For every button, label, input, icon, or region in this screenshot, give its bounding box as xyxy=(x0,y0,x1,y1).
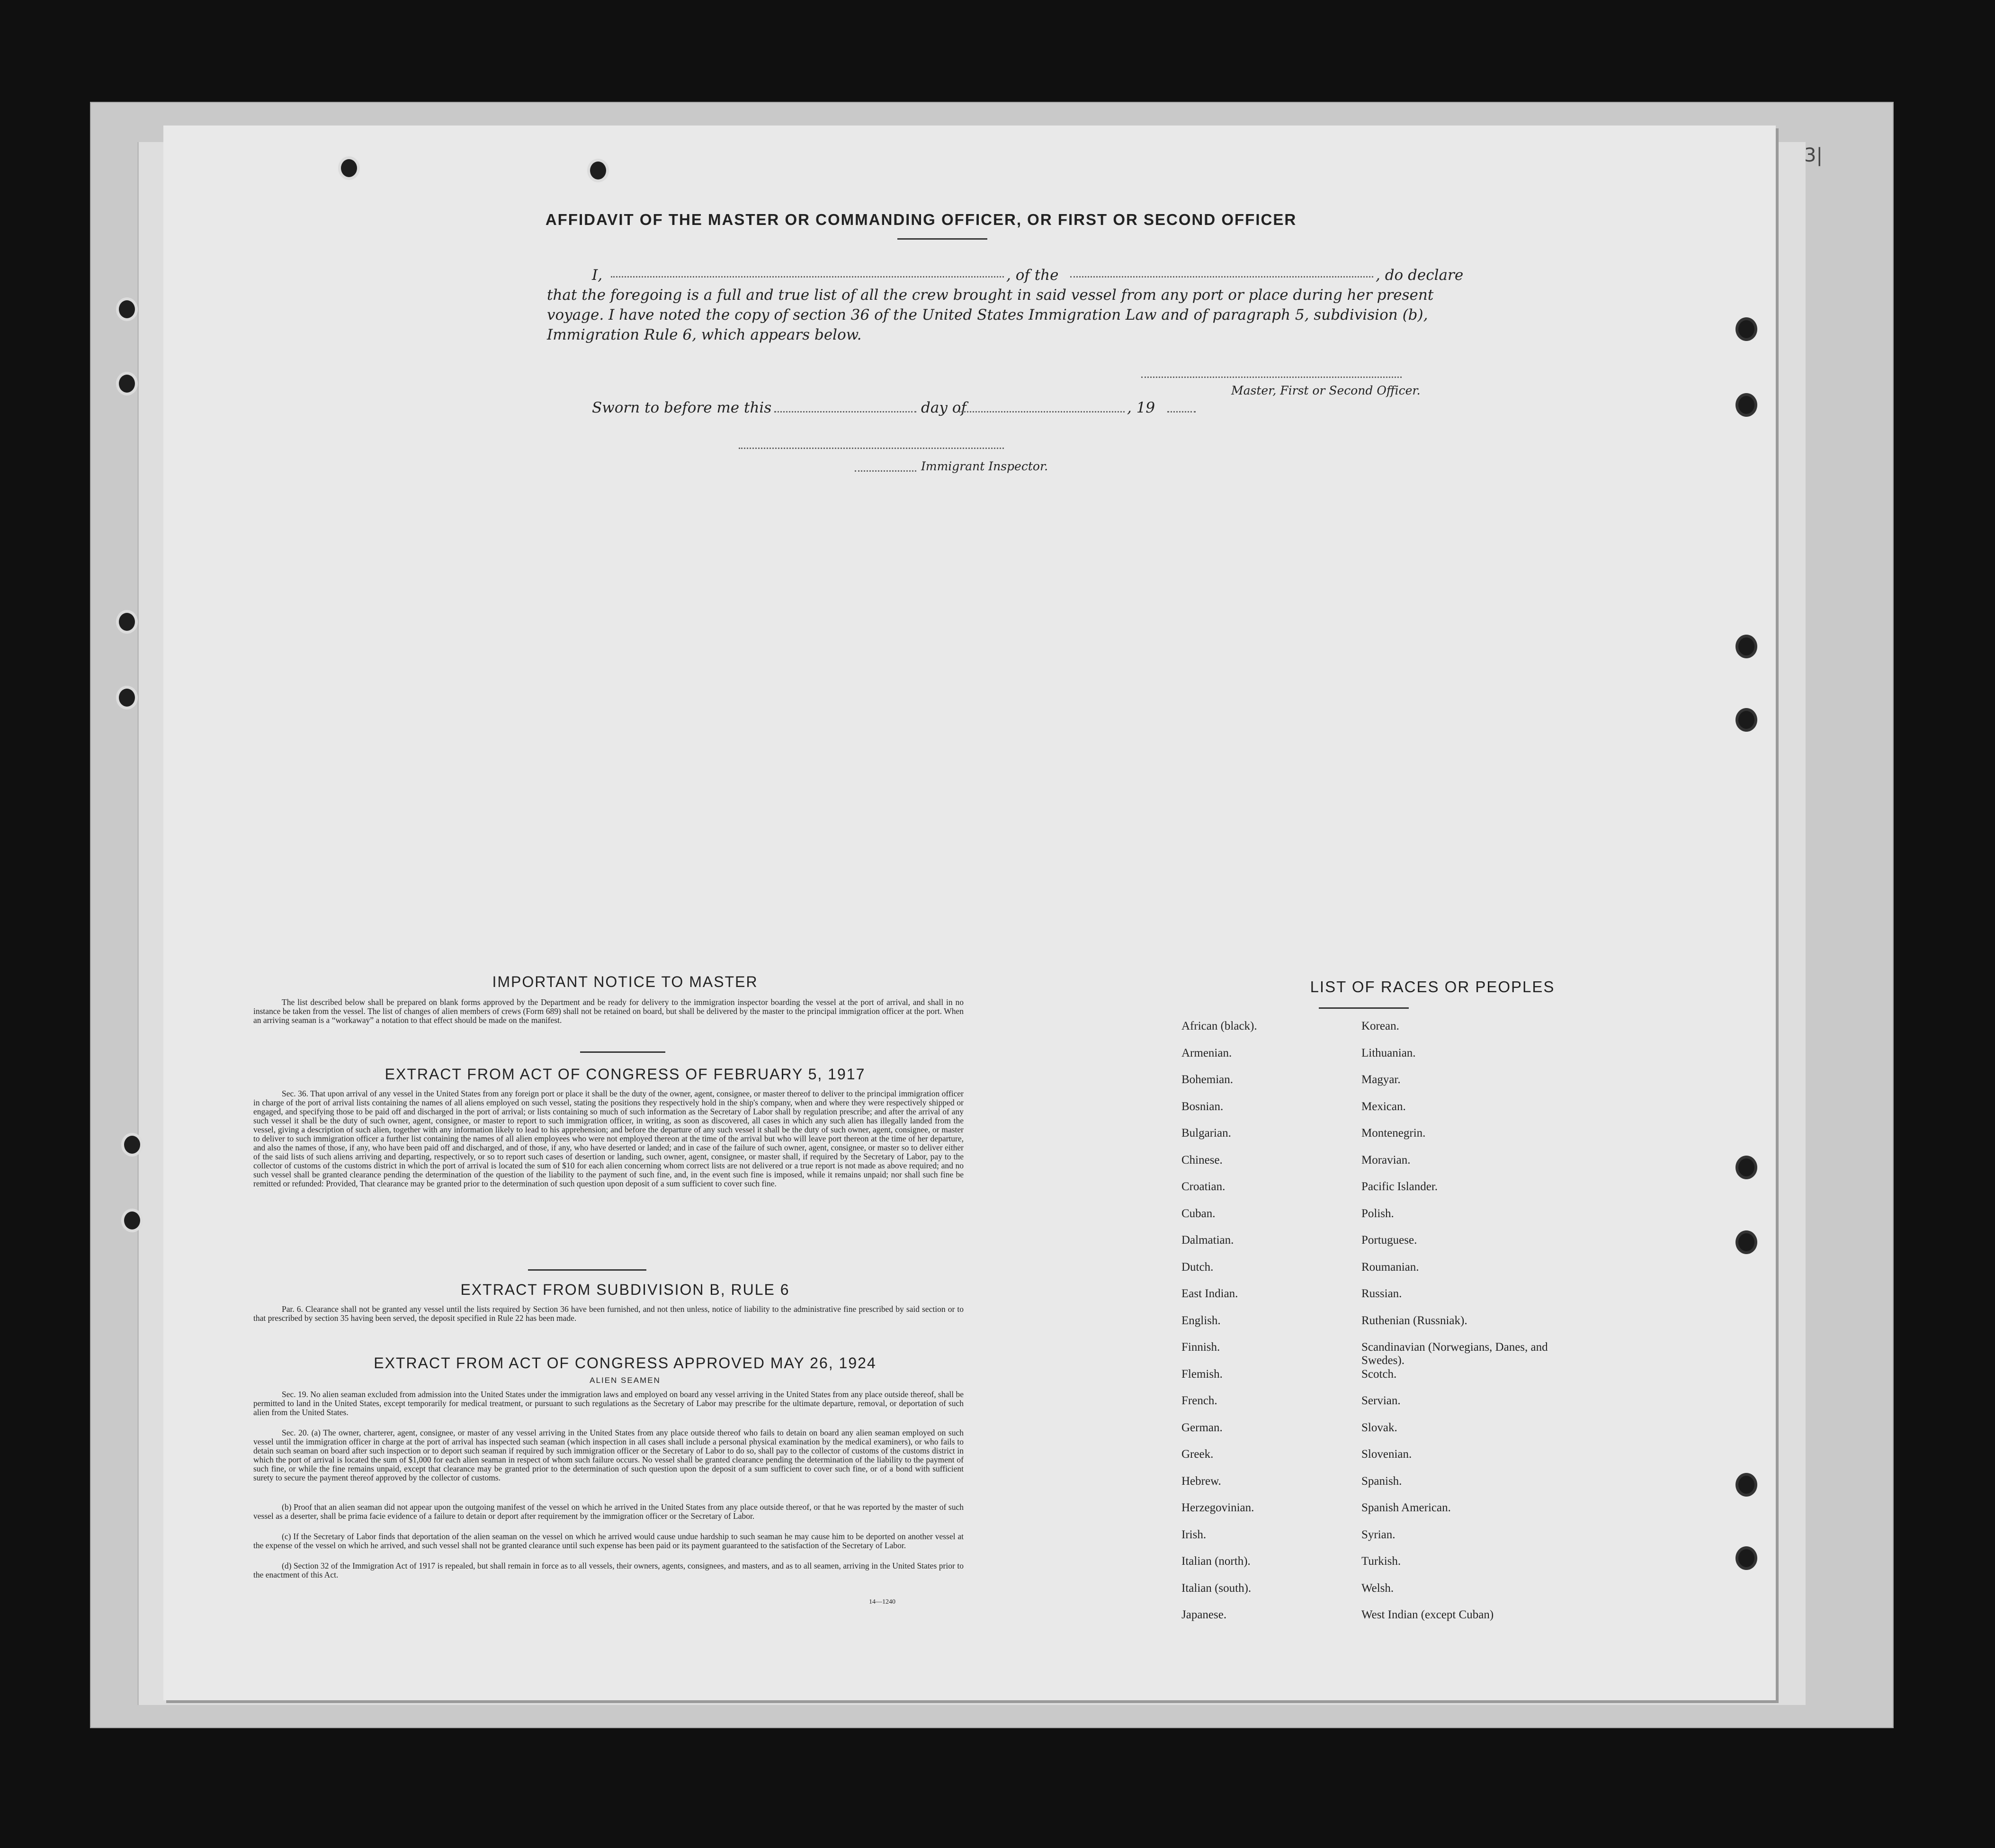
binding-hole xyxy=(338,156,360,180)
extract-1917-rule xyxy=(528,1269,646,1271)
race-item: Finnish. xyxy=(1181,1341,1220,1354)
binding-hole xyxy=(587,159,609,182)
notice-body: The list described below shall be prepared on blank forms approved by the Department and be ready for delivery to the immigration inspector boarding the vessel at the port of arrival, and shall in no instance be taken from the vessel. The list of changes of alien members of crews (Form 689) shall not be retained on board, but shall be delivered by the master to the principal immigration officer at the port. When an arriving seaman is a “workaway” a notation to that effect should be made on the manifest. xyxy=(253,997,964,1025)
race-item: Dutch. xyxy=(1181,1260,1214,1274)
race-item: Slovak. xyxy=(1361,1421,1397,1434)
binding-hole xyxy=(121,1133,143,1157)
affidavit-title: AFFIDAVIT OF THE MASTER OR COMMANDING OFFICER, OR FIRST OR SECOND OFFICER xyxy=(545,211,1297,228)
race-item: Hebrew. xyxy=(1181,1474,1221,1488)
vessel-blank xyxy=(1070,276,1373,278)
binding-hole xyxy=(116,610,138,634)
race-item: Moravian. xyxy=(1361,1153,1411,1166)
binding-hole xyxy=(1736,635,1757,658)
race-item: Mexican. xyxy=(1361,1100,1406,1113)
race-item: Dalmatian. xyxy=(1181,1234,1234,1247)
day-of-text: day of xyxy=(921,399,966,416)
race-item: Scotch. xyxy=(1361,1367,1397,1381)
binding-hole xyxy=(1736,393,1757,417)
sworn-month-blank xyxy=(959,411,1125,413)
race-item: Bulgarian. xyxy=(1181,1127,1231,1139)
race-item: Ruthenian (Russniak). xyxy=(1361,1314,1467,1327)
binding-hole xyxy=(1736,1156,1757,1179)
affidavit-i: I, xyxy=(592,267,603,284)
binding-hole xyxy=(1736,1546,1757,1570)
notice-title: IMPORTANT NOTICE TO MASTER xyxy=(492,973,758,990)
race-item: Russian. xyxy=(1361,1287,1402,1300)
race-item: Scandinavian (Norwegians, Danes, and Swedes). xyxy=(1361,1341,1548,1367)
race-item: Bohemian. xyxy=(1181,1073,1234,1086)
race-item: Slovenian. xyxy=(1361,1448,1412,1461)
race-item: East Indian. xyxy=(1181,1287,1238,1300)
race-item: Syrian. xyxy=(1361,1528,1396,1541)
inspector-caption: Immigrant Inspector. xyxy=(921,459,1048,473)
notice-rule xyxy=(580,1051,665,1053)
binding-hole xyxy=(1736,1473,1757,1497)
race-item: Polish. xyxy=(1361,1207,1394,1220)
affidavit-line-2: that the foregoing is a full and true list of all the crew brought in said vessel from any port or place during her present xyxy=(547,287,1434,304)
rule6-title: EXTRACT FROM SUBDIVISION B, RULE 6 xyxy=(460,1281,790,1298)
race-item: French. xyxy=(1181,1394,1217,1407)
sworn-text: Sworn to before me this xyxy=(592,399,772,416)
binding-hole xyxy=(1736,708,1757,732)
binding-hole xyxy=(116,686,138,709)
race-item: Lithuanian. xyxy=(1361,1046,1416,1059)
races-rule xyxy=(1319,1007,1409,1009)
race-item: Croatian. xyxy=(1181,1180,1226,1193)
race-item: Turkish. xyxy=(1361,1555,1401,1568)
race-item: Herzegovinian. xyxy=(1181,1501,1254,1514)
race-item: Servian. xyxy=(1361,1394,1401,1407)
extract-1917-title: EXTRACT FROM ACT OF CONGRESS OF FEBRUARY 5, 1917 xyxy=(385,1066,866,1083)
master-signature-line xyxy=(1141,377,1402,378)
race-item: Welsh. xyxy=(1361,1581,1394,1595)
race-item: Pacific Islander. xyxy=(1361,1180,1438,1193)
race-item: Cuban. xyxy=(1181,1207,1216,1220)
race-item: Armenian. xyxy=(1181,1046,1232,1059)
sec-20d: (d) Section 32 of the Immigration Act of 1917 is repealed, but shall remain in force as to all vessels, their owners, agents, consignees, and masters, and as to all seamen, arriving in the United States prior to the enactment of this Act. xyxy=(253,1561,964,1579)
race-item: Irish. xyxy=(1181,1528,1207,1541)
corner-number: 3| xyxy=(1804,144,1823,166)
inspector-caption-leader xyxy=(855,470,916,472)
form-page xyxy=(163,126,1776,1700)
race-item: African (black). xyxy=(1181,1020,1257,1032)
affidavit-declare: , do declare xyxy=(1376,267,1464,284)
sworn-day-blank xyxy=(774,411,916,413)
name-blank xyxy=(611,276,1004,278)
race-item: English. xyxy=(1181,1314,1221,1327)
affidavit-of-the: , of the xyxy=(1006,267,1059,284)
races-right-column xyxy=(1361,1020,1560,1635)
sec-20c: (c) If the Secretary of Labor finds that deportation of the alien seaman on the vessel on which he arrived would cause undue hardship to such seaman he may cause him to be deported on another vessel at the expense of the vessel on which he arrived, and such vessel shall not be granted clearance until such expense has been paid or its payment guaranteed to the satisfaction of the Secretary of Labor. xyxy=(253,1532,964,1550)
sec-20b: (b) Proof that an alien seaman did not appear upon the outgoing manifest of the vessel on which he arrived in the United States from any place outside thereof, or that he was reported by the master of such vessel as a deserter, shall be prima facie evidence of a failure to detain or deport after requirement by the immigration officer or the Secretary of Labor. xyxy=(253,1502,964,1521)
rule6-body: Par. 6. Clearance shall not be granted any vessel until the lists required by Section 36 have been furnished, and not then unless, notice of liability to the administrative fine prescribed by said section or to that prescribed by section 35 having been served, the deposit specified in Rule 22 has been made. xyxy=(253,1304,964,1323)
race-item: Italian (south). xyxy=(1181,1581,1252,1595)
races-title: LIST OF RACES OR PEOPLES xyxy=(1310,978,1555,996)
extract-1924-title: EXTRACT FROM ACT OF CONGRESS APPROVED MAY 26, 1924 xyxy=(374,1355,877,1372)
race-item: Korean. xyxy=(1361,1020,1399,1032)
race-item: Bosnian. xyxy=(1181,1100,1224,1113)
race-item: German. xyxy=(1181,1421,1223,1434)
race-item: Magyar. xyxy=(1361,1073,1401,1086)
year-blank xyxy=(1167,411,1196,413)
sec-20a: Sec. 20. (a) The owner, charterer, agent, consignee, or master of any vessel arriving in the United States from any place outside thereof who fails to detain on board any alien seaman employed on such vessel until the immigration officer in charge at the port of arrival has inspected such seaman (which inspection in all cases shall include a personal physical examination by the medical examiners), or who fails to detain such seaman on board after such inspection or to deport such seaman if required by such immigration officer or the Secretary of Labor to do so, shall pay to the collector of customs of the customs district in which the port of arrival is located the sum of $1,000 for each alien seaman in respect of whom such failure occurs. No vessel shall be granted clearance pending the determination of the liability to the payment of such fine, or while the fine remains unpaid, except that clearance may be granted prior to the determination of such question upon the deposit of a sum sufficient to cover such fine, or of a bond with sufficient surety to secure the payment thereof approved by the collector of customs. xyxy=(253,1428,964,1482)
sec-19: Sec. 19. No alien seaman excluded from admission into the United States under the immigration laws and employed on board any vessel arriving in the United States from any place outside thereof, shall be permitted to land in the United States, except temporarily for medical treatment, or pursuant to such regulations as the Secretary of Labor may prescribe for the ultimate departure, removal, or deportation of such alien from the United States. xyxy=(253,1390,964,1417)
race-item: Montenegrin. xyxy=(1361,1127,1426,1139)
extract-1917-body: Sec. 36. That upon arrival of any vessel in the United States from any foreign port or place it shall be the duty of the owner, agent, consignee, or master thereof to deliver to the principal immigration officer in charge of the port of arrival lists containing the names of all aliens employed on such vessel, stating the positions they respectively hold in the ship's company, when and where they were respectively shipped or engaged, and specifying those to be paid off and discharged in the port of arrival; or lists containing so much of such information as the Secretary of Labor shall by regulation prescribe; and after the arrival of any such vessel it shall be the duty of such owner, agent, consignee, or master to report to such immigration officer, in writing, as soon as discovered, all cases in which any such alien has illegally landed from the vessel, giving a description of such alien, together with any information likely to lead to his apprehension; and before the departure of any such vessel it shall be the duty of such owner, agent, consignee, or master to deliver to such immigration officer a further list containing the names of all alien employees who were not employed thereon at the time of the arrival but who will leave port thereon at the time of her departure, and also the names of those, if any, who have been paid off and discharged, and of those, if any, who have deserted or landed; and in case of the failure of such owner, agent, consignee, or master so to deliver either of the said lists of such aliens arriving and departing, respectively, or so to report such cases of desertion or landing, such owner, agent, consignee, or master shall, if required by the Secretary of Labor, pay to the collector of customs of the customs district in which the port of arrival is located the sum of $10 for each alien concerning whom correct lists are not delivered or a true report is not made as above required; and no such vessel shall be granted clearance pending the determination of the question of the liability to the payment of such fine, and, in the event such fine is imposed, while it remains unpaid; nor shall such fine be remitted or refunded: Provided, That clearance may be granted prior to the determination of such question upon deposit of a sum sufficient to cover such fine. xyxy=(253,1089,964,1188)
master-caption: Master, First or Second Officer. xyxy=(1231,384,1421,397)
race-item: Spanish. xyxy=(1361,1474,1402,1488)
race-item: Roumanian. xyxy=(1361,1260,1419,1274)
binding-hole xyxy=(116,297,138,321)
race-item: Italian (north). xyxy=(1181,1555,1251,1568)
affidavit-line-3: voyage. I have noted the copy of section 36 of the United States Immigration Law and of paragraph 5, subdivision (b), xyxy=(547,306,1428,323)
race-item: Japanese. xyxy=(1181,1608,1227,1621)
binding-hole xyxy=(121,1209,143,1232)
form-number: 14—1240 xyxy=(869,1598,895,1606)
binding-hole xyxy=(116,372,138,395)
affidavit-line-4: Immigration Rule 6, which appears below. xyxy=(547,326,862,343)
affidavit-title-rule xyxy=(897,238,987,240)
race-item: Flemish. xyxy=(1181,1367,1223,1381)
race-item: Greek. xyxy=(1181,1448,1214,1461)
race-item: Portuguese. xyxy=(1361,1234,1417,1247)
binding-hole xyxy=(1736,317,1757,341)
race-item: Spanish American. xyxy=(1361,1501,1451,1514)
race-item: West Indian (except Cuban) xyxy=(1361,1608,1494,1621)
inspector-signature-line xyxy=(739,448,1004,449)
alien-seamen-subtitle: ALIEN SEAMEN xyxy=(590,1376,661,1385)
races-left-column xyxy=(1181,1020,1380,1635)
year-text: , 19 xyxy=(1127,399,1155,416)
binding-hole xyxy=(1736,1230,1757,1254)
race-item: Chinese. xyxy=(1181,1153,1223,1166)
